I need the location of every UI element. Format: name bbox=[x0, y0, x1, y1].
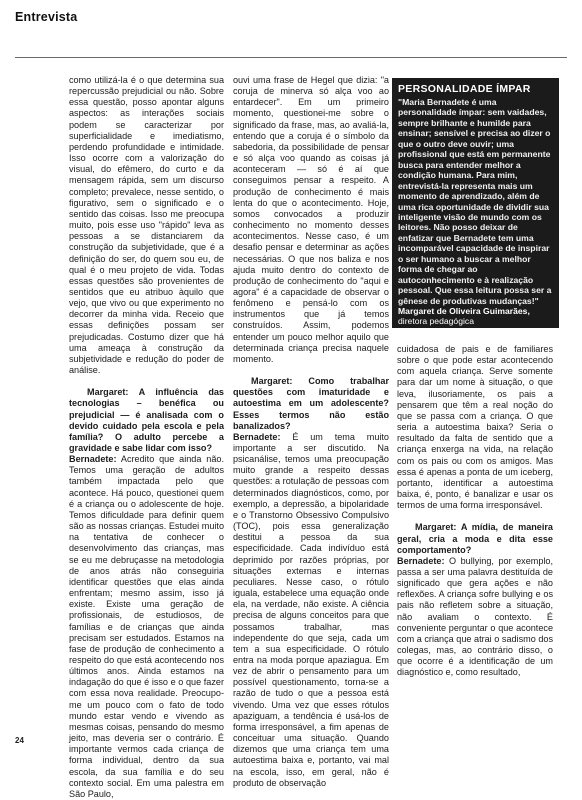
interview-answer bbox=[397, 556, 553, 679]
text-column-3 bbox=[397, 344, 553, 679]
author-role: diretora pedagógica bbox=[398, 316, 474, 327]
sidebar-quote: "Maria Bernadete é uma personalidade ímpar: sem vaidades, sempre brilhante e humilde para ensinar; sensível e precisa ao dizer o que o outro deve ouvir; uma profissional que está em permanente busca para entender melhor a condição humana. Para mim, entrevistá-la representa mais um momento de aprendizado, além de uma rica oportunidade de dividir sua inteligente visão de mundo com os leitores. Não posso deixar de enfatizar que Bernadete tem uma incomparável capacidade de inspirar o ser humano a buscar a melhor forma de chegar ao autoconhecimento e à realização pessoal. Que essa leitura possa ser a gênese de produtivas mudanças!" bbox=[398, 97, 552, 306]
paragraph: ouvi uma frase de Hegel que dizia: "a coruja de minerva só alça voo ao entardecer". Em um primeiro momento, questionei-me sobre o significado da frase, mas, ao avaliá-la, entendo que a coruja é o símbolo da sabedoria, da possibilidade de pensar e só alça voo quando as coisas já aconteceram — só é aí que conseguimos pensar a respeito. A produção de conhecimento é mais lenta do que o acontecimento. Hoje, somos convocados a produzir conhecimento no momento desses acontecimentos. Nesse caso, é um desafio pensar e determinar as ações necessárias. O que nos baliza e nos ajuda muito dentro do contexto de produção de conhecimento do "aqui e agora" é a capacidade de observar o fenômeno e pensá-lo com os instrumentos que já temos construídos. Assim, podemos entender um pouco melhor aquilo que determinada criança precisa naquele momento. bbox=[233, 75, 389, 364]
sidebar-box bbox=[392, 78, 559, 328]
answer-text: Acredito que ainda não. Temos uma geração de adultos também impactada pelo que acontece. Há pouco, questionei quem é a criança ou o adolescente de hoje. Temos dificuldade para definir quem são as nossas crianças. Estudei muito na tentativa de conhecer o desenvolvimento das crianças, mas se eu me debruçasse na metodologia de anos atrás não conseguiria identificar questões que elas ainda enfrentam; mesmo assim, isso já existe. Existe uma geração de profissionais, de estudiosos, de famílias e de crianças que ainda precisam ser estudados. Estamos na fase de produção de conhecimento a respeito do que está acontecendo nos últimos anos. Ainda estamos na indagação do que é isso e o que fazer com essa nova realidade. Preocupo-me um pouco com o fato de todo mundo estar vendo e vivendo as mesmas coisas, pensando do mesmo jeito, mas deveria ser o contrário. É importante vermos cada criança de forma individual, dentro da sua escola, da sua família e do seu contexto social. Em uma palestra em São Paulo, bbox=[69, 454, 224, 799]
speaker-name: Bernadete: bbox=[69, 454, 117, 465]
section-title: Entrevista bbox=[15, 10, 78, 24]
sidebar-title: PERSONALIDADE ÍMPAR bbox=[398, 83, 531, 95]
interview-question: Margaret: A influência das tecnologias – benéfica ou prejudicial — é analisada com o devido cuidado pela escola e pela família? O adulto percebe a gravidade e sabe lidar com isso? bbox=[69, 387, 224, 453]
interview-question: Margaret: A mídia, de maneira geral, cria a moda e dita esse comportamento? bbox=[397, 522, 553, 555]
text-column-2 bbox=[233, 75, 389, 789]
text-column-1 bbox=[69, 75, 224, 800]
interview-answer bbox=[69, 454, 224, 800]
answer-text: O bullying, por exemplo, passa a ser uma palavra destituída de significado que gera ações e não reflexões. A criança sofre bullying e os pais não refletem sobre a situação, não avaliam o contexto. É conveniente perguntar o que acontece com a criança que atrai o sadismo dos colegas, mas, ao contrário disso, o que ocorre é a identificação de um diagnóstico e, como resultado, bbox=[397, 555, 553, 678]
sidebar-author bbox=[398, 306, 554, 327]
speaker-name: Bernadete: bbox=[233, 431, 281, 442]
speaker-name: Bernadete: bbox=[397, 555, 445, 566]
interview-question: Margaret: Como trabalhar questões com imaturidade e autoestima em um adolescente? Esses termos não estão banalizados? bbox=[233, 376, 389, 431]
page-number: 24 bbox=[15, 736, 24, 745]
author-name: Margaret de Oliveira Guimarães, bbox=[398, 306, 530, 317]
answer-text: É um tema muito importante a ser discutido. Na psicanálise, temos uma preocupação muito grande a respeito dessas questões: a rotulação de pessoas com determinados diagnósticos, como, por exemplo, a depressão, a bipolaridade e o Transtorno Obsessivo Compulsivo (TOC), pois essa generalização destitui a pessoa da sua especificidade. Cada indivíduo está deprimido por razões próprias, por situações externas e internas peculiares. Nesse caso, o rótulo iguala, estabelece uma equação onde ela, na verdade, não existe. A ciência precisa de alguns conceitos para que possamos trabalhar, mas independente do que seja, cada um tem a sua especificidade. O rótulo entra na moda porque apaziagua. Em vez de abrir o pensamento para um possível questionamento, torna-se a razão de tudo o que a pessoa está vivendo. Uma vez que esses rótulos apaziguam, a tendência é usá-los de forma irresponsável, a fim apenas de conceituar uma situação. Quando dizemos que uma criança tem uma autoestima baixa e, portanto, vai mal na escola, isso, em geral, não é produto de observação bbox=[233, 431, 389, 788]
header-divider bbox=[15, 57, 567, 58]
interview-answer bbox=[233, 432, 389, 789]
paragraph: como utilizá-la é o que determina sua repercussão prejudicial ou não. Sobre essa questão, posso apontar alguns aspectos: as interações sociais podem se caracterizar por superficialidade e imediatismo, perdendo profundidade e intimidade. Isso ocorre com a valorização do visual, do efêmero, do curto e da mensagem rápida, sem um discurso completo; prevalece, nesse sentido, o figurativo, sem o significado e o sentido das coisas. Isso me preocupa muito, pois esse uso "rápido" leva as pessoas a se distanciarem da construção da subjetividade, que é a definição do ser, do quem sou eu, de qual é o meu projeto de vida. Todas essas questões são provenientes de sentidos que eu atribuo àquilo que vejo, que vivo ou que experimento no decorrer da minha vida. Receio que essas definições possam ser prejudicadas. Costumo dizer que há uma ameaça à construção da subjetividade e redução do poder de análise. bbox=[69, 75, 224, 376]
paragraph: cuidadosa de pais e de familiares sobre o que pode estar acontecendo com aquela criança. Serve somente para dar um nome à situação, o que leva, ilusoriamente, os pais a pensarem que têm a real noção do que se passa com a criança. O que seria a autoestima baixa? Seria o resultado da falta de sentido que a criança enxerga na vida, na relação com os pais ou com os amigos. Mas essa é apenas a ponta de um iceberg, portanto, identificar a autoestima baixa, é, ponto, é banalizar e usar os termos de uma forma irresponsável. bbox=[397, 344, 553, 511]
page-header bbox=[15, 10, 567, 24]
